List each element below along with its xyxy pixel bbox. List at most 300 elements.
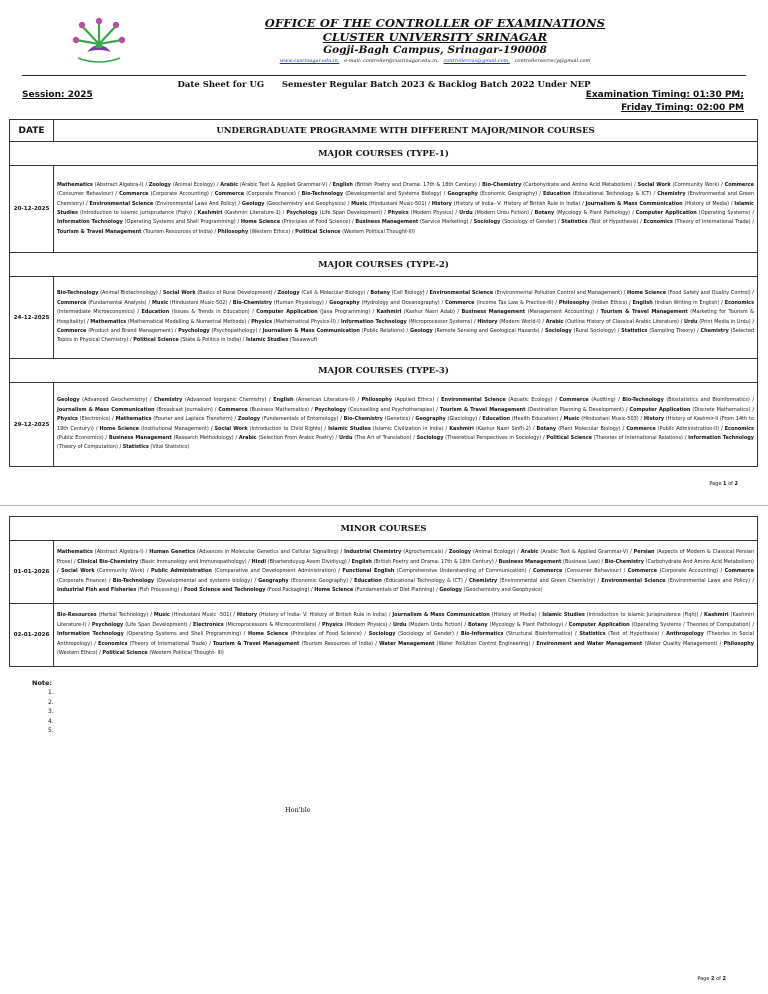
course-paper: (Abstract Algebra-I)	[92, 549, 144, 556]
course-subject: Food Science and Technology	[183, 587, 266, 594]
course-subject: Kashmiri	[449, 425, 474, 432]
course-subject: Arabic	[545, 318, 564, 325]
course-subject: Industrial Chemistry	[344, 549, 402, 556]
course-paper: (Business Law)	[561, 558, 600, 565]
email-label: e-mail:	[344, 58, 362, 64]
course-paper: (Modern World-I)	[497, 318, 541, 325]
course-paper: (Plant Molecular Biology)	[556, 425, 621, 432]
note-title: Note:	[32, 679, 53, 687]
course-subject: Philosophy	[361, 397, 393, 404]
course-subject: Information Technology	[57, 631, 124, 638]
note-item: 2.	[48, 698, 54, 706]
course-subject: Sociology	[473, 219, 501, 226]
course-paper: (Western Political Thought- III)	[147, 650, 224, 657]
course-paper: (Electronics)	[77, 416, 111, 423]
course-paper: (Theories in Social Anthropology)	[57, 631, 755, 647]
course-subject: Chemistry	[700, 327, 729, 334]
course-subject: Geography	[447, 191, 478, 198]
course-paper: (Counselling and Psychotherapies)	[346, 406, 435, 413]
course-subject: Kashmiri	[376, 309, 402, 316]
course-subject: Geography	[258, 577, 289, 584]
course-paper: (Cell & Molecular Biology)	[299, 290, 366, 297]
course-paper: (Advanced Inorganic Chemistry)	[182, 397, 267, 404]
course-paper: (Corporate Finance)	[244, 191, 296, 198]
course-paper: (Java Programming)	[317, 309, 371, 316]
course-paper: (Hindustani Music -501)	[169, 612, 232, 619]
course-subject: Physics	[322, 621, 343, 628]
course-subject: Bio-Chemistry	[232, 299, 272, 306]
course-subject: Bio-Chemistry	[343, 416, 383, 423]
course-subject: Education	[482, 416, 511, 423]
course-paper: (Psychopathology)	[209, 327, 258, 334]
course-paper: (Sociology of Gender)	[500, 219, 557, 226]
course-paper: (Applied Ethics)	[392, 397, 435, 404]
course-subject: Information Technology	[340, 318, 407, 325]
course-subject: Mathematics	[90, 318, 127, 325]
course-subject: Education	[141, 309, 170, 316]
course-list: Bio-Technology (Animal Biotechnology) / Social Work (Basics of Rural Development) / Zoology (Cell & Molecular Biology) / Botany (Cell Biology) / Environmental Science (Environmental Pollution Control and Management) / Home Science (Food Safety and Quality Control) / Commerce (Fundamental Analysis) / Music (Hindustani Music-502) / Bio-Chemistry (Human Physiology) / Geography (Hydrology and Oceanography) / Commerce (Income Tax Law & Practice-III) / Philosophy (Indian Ethics) / English (Indian Writing in English) / Economics (Intermediate Microeconomics) / Education (Issues & Trends in Education) / Computer Application (Java Programming) / Kashmiri (Kashur Nasri Adab) / Business Management (Management Accounting) / Tourism & Travel Management (Marketing for Tourism & Hospitality) / Mathematics (Mathematical Modelling & Numerical Methods) / Physics (Mathematical Physics-II) / Information Technology (Microprocessor Systems) / History (Modern World-I) / Arabic (Outline History of Classical Arabic Literature) / Urdu (Print Media in Urdu) / Commerce (Product and Brand Management) / Psychology (Psychopathology) / Journalism & Mass Communication (Public Relations) / Geology (Remote Sensing and Geological Hazards) / Sociology (Rural Sociology) / Statistics (Sampling Theory) / Chemistry (Selected Topics in Physical Chemistry) / Political Science (State & Politics in India) / Islamic Studies (Tasawwuf)	[54, 277, 758, 359]
course-subject: Environmental Science	[601, 577, 666, 584]
course-paper: (Educational Technology & ICT)	[570, 191, 652, 198]
course-subject: Music	[351, 200, 368, 207]
section-heading-row	[10, 517, 758, 541]
course-subject: Public Administration	[150, 568, 212, 575]
course-subject: Information Technology	[57, 219, 123, 226]
course-paper: (Sampling Theory)	[647, 327, 696, 334]
course-paper: (Environmental and Green Chemistry)	[57, 191, 754, 207]
section-heading-row	[10, 253, 758, 277]
course-subject: Economics	[724, 299, 755, 306]
course-paper: (Environmental and Green Chemistry)	[497, 577, 596, 584]
course-paper: (Broadcast Journalism)	[154, 406, 213, 413]
course-subject: Business Management	[498, 558, 562, 565]
table-header-row	[10, 120, 758, 142]
course-paper: (Hindustani Music-503)	[579, 416, 639, 423]
exam-date: 24-12-2025	[10, 277, 54, 359]
course-subject: Economics	[643, 219, 673, 226]
note-item: 1.	[48, 689, 54, 696]
course-subject: Botany	[468, 621, 488, 628]
course-subject: Home Science	[240, 219, 281, 226]
course-paper: (Mathematical Modelling & Numerical Methods)	[126, 318, 247, 325]
course-paper: (Service Marketing)	[418, 219, 469, 226]
course-subject: English	[632, 299, 653, 306]
course-subject: Philosophy	[558, 299, 590, 306]
course-paper: (History of Media)	[489, 612, 537, 619]
course-paper: (Islamic Civilization in India)	[370, 425, 444, 432]
course-paper: (Comparative and Development Administration)	[211, 568, 336, 575]
course-subject: Zoology	[277, 290, 300, 297]
course-subject: Environment and Water Management	[536, 640, 643, 647]
course-paper: (Comprehensive Understanding of Communication)	[394, 568, 527, 575]
course-subject: Sociology	[368, 631, 396, 638]
course-paper: (Food Safety and Quality Control)	[666, 290, 751, 297]
page-total: 2	[734, 481, 738, 487]
course-paper: (Animal Ecology)	[471, 549, 516, 556]
course-paper: (Hindustani Music-501)	[367, 200, 427, 207]
course-subject: Journalism & Mass Communication	[57, 406, 155, 413]
course-subject: Statistics	[122, 444, 149, 451]
course-paper: (Test of Hypothesis)	[587, 219, 639, 226]
course-paper: (British Poetry and Drama: 17th & 18th Century)	[352, 181, 477, 188]
course-paper: (Aquatic Ecology)	[505, 397, 553, 404]
course-subject: Arabic	[520, 549, 539, 556]
course-paper: (Economic Geography)	[477, 191, 538, 198]
course-paper: (Intermediate Microeconomics)	[57, 309, 135, 316]
course-subject: Persian	[633, 549, 655, 556]
page-of: of	[726, 481, 735, 487]
course-paper: (Public Economics)	[57, 434, 104, 441]
university-logo	[70, 14, 128, 64]
course-subject: Commerce	[559, 397, 589, 404]
course-subject: Computer Application	[256, 309, 318, 316]
course-paper: (Arabic Text & Applied Grammar-V)	[538, 549, 629, 556]
course-subject: Information Technology	[688, 434, 755, 441]
note-item: 3.	[48, 708, 54, 715]
session-label: Session: 2025	[22, 90, 93, 100]
course-subject: History	[431, 200, 452, 207]
course-paper: (Income Tax Law & Practice-III)	[474, 299, 554, 306]
exam-date: 20-12-2025	[10, 166, 54, 253]
course-subject: Kashmiri	[704, 612, 729, 619]
course-paper: (Kashur Nasri Adab)	[401, 309, 455, 316]
course-subject: Statistics	[579, 631, 606, 638]
section-heading-type3: MAJOR COURSES (TYPE-3)	[10, 359, 758, 383]
honble-text: Hon'ble	[285, 806, 311, 814]
course-subject: Geography	[415, 416, 446, 423]
course-subject: Zoology	[148, 181, 172, 188]
course-list: Bio-Resources (Herbal Technology) / Music (Hindustani Music -501) / History (History of India- V: History of British Rule in India) / Journalism & Mass Communication (History of Media) / Islamic Studies (Introduction to Islamic Jurisprudence (Fiqh)) / Kashmiri (Kashmiri Literature-I) / Psychology (Life Span Development) / Electronics (Microprocessors & Microcontrollers) / Physics (Modern Physics) / Urdu (Modern Urdu Fiction) / Botany (Mycology & Plant Pathology) / Computer Application (Operating Systems / Theories of Computation) / Information Technology (Operating Systems and Shell Programming) / Home Science (Principles of Food Science) / Sociology (Sociology of Gender) / Bio-Informatics (Structural Bioinformatics) / Statistics (Test of Hypothesis) / Anthropology (Theories in Social Anthropology) / Economics (Theory of International Trade) / Tourism & Travel Management (Tourism Resources of India) / Water Management (Water Pollution Control Engineering) / Environment and Water Management (Water Quality Management) / Philosophy (Western Ethics) / Political Science (Western Political Thought- III)	[54, 604, 758, 667]
course-paper: (Vital Statistics)	[148, 444, 190, 451]
course-paper: (State & Politics in India)	[178, 337, 242, 344]
course-list: Mathematics (Abstract Algebra-I) / Zoology (Animal Ecology) / Arabic (Arabic Text & Applied Grammar-V) / English (British Poetry and Drama: 17th & 18th Century) / Bio-Chemistry (Carbohydrate and Amino Acid Metabolism) / Social Work (Community Work) / Commerce (Consumer Behaviour) / Commerce (Corporate Accounting) / Commerce (Corporate Finance) / Bio-Technology (Developmental and Systems Biology) / Geography (Economic Geography) / Education (Educational Technology & ICT) / Chemistry (Environmental and Green Chemistry) / Environmental Science (Environmental Laws And Policy) / Geology (Geochemistry and Geophysics) / Music (Hindustani Music-501) / History (History of India- V: History of British Rule in India) / Journalism & Mass Communication (History of Media) / Islamic Studies (Introduction to Islamic Jurisprudence (Fiqh)) / Kashmiri (Kashmiri Literature-1) / Psychology (Life Span Development) / Physics (Modern Physics) / Urdu (Modern Urdu Fiction) / Botany (Mycology & Plant Pathology) / Computer Application (Operating Systems) / Information Technology (Operating Systems and Shell Programming) / Home Science (Principles of Food Science) / Business Management (Service Marketing) / Sociology (Sociology of Gender) / Statistics (Test of Hypothesis) / Economics (Theory of International Trade) / Tourism & Travel Management (Tourism Resources of India) / Philosophy (Western Ethics) / Political Science (Western Political Thought-III)	[54, 166, 758, 253]
course-subject: Geology	[410, 327, 433, 334]
course-paper: (Structural Bioinformatics)	[503, 631, 573, 638]
course-subject: Economics	[98, 640, 128, 647]
header-rule	[22, 75, 746, 76]
course-subject: Journalism & Mass Communication	[392, 612, 490, 619]
course-paper: (Agrochemicals)	[401, 549, 444, 556]
course-subject: Urdu	[338, 434, 353, 441]
course-paper: (Geochemistry and Geophysics)	[264, 200, 346, 207]
note-item: 4.	[48, 717, 54, 725]
course-paper: (Research Methodology)	[171, 434, 234, 441]
course-subject: Physics	[387, 210, 409, 216]
course-paper: (Aspects of Modern & Classical Persian Prose)	[57, 549, 754, 565]
course-subject: Education	[354, 577, 382, 584]
course-subject: Education	[542, 191, 571, 198]
course-paper: (Human Physiology)	[271, 299, 324, 306]
course-subject: Commerce	[119, 191, 149, 198]
course-paper: (Management Accounting)	[525, 309, 595, 316]
course-subject: Human Genetics	[149, 549, 196, 556]
course-paper: (Biostatistics and Bioinformatics)	[663, 397, 750, 404]
course-paper: (Life Span Development)	[317, 210, 383, 216]
email-controllercus[interactable]: controllercus@gmail.com,	[443, 58, 510, 64]
course-subject: Bio-Chemistry	[604, 558, 644, 565]
course-subject: Commerce	[724, 181, 754, 188]
course-paper: (Kashmiri Literature-I)	[57, 612, 754, 628]
course-subject: Water Management	[379, 640, 435, 647]
course-paper: (Selection From Arabic Poetry)	[256, 434, 334, 441]
course-subject: Bio-Technology	[301, 191, 344, 198]
course-subject: Commerce	[626, 425, 656, 432]
course-paper: (Cell Biology)	[389, 290, 425, 297]
course-paper: (History of Media)	[682, 200, 730, 207]
course-paper: (Corporate Finance)	[57, 577, 107, 584]
course-paper: (Modern Urdu Fiction)	[406, 621, 463, 628]
course-subject: Commerce	[57, 299, 87, 306]
note-list	[48, 688, 54, 736]
course-paper: (Abstract Algebra-I)	[92, 181, 144, 188]
course-paper: (Fundamental Analysis)	[86, 299, 147, 306]
course-paper: (Consumer Behaviour)	[57, 191, 114, 198]
course-subject: Electronics	[193, 621, 224, 628]
course-paper: (Fish Processing)	[136, 587, 180, 594]
course-paper: (Discrete Mathematics)	[690, 406, 751, 413]
course-paper: (Environmental Laws And Policy)	[153, 200, 237, 207]
table-row	[10, 383, 758, 467]
course-subject: Philosophy	[723, 640, 754, 647]
course-subject: Industrial Fish and Fisheries	[57, 587, 137, 594]
course-subject: Political Science	[546, 434, 592, 441]
course-subject: Political Science	[295, 228, 341, 235]
course-paper: (History of India- V: History of British Rule in India)	[451, 200, 581, 207]
course-subject: Psychology	[178, 327, 210, 334]
course-subject: Psychology	[314, 406, 347, 413]
course-paper: (The Art of Translation)	[352, 434, 412, 441]
page-number-2	[697, 976, 726, 982]
section-heading-row	[10, 359, 758, 383]
course-paper: (History of Kashmir-II (From 14th to 19th Century))	[57, 416, 754, 432]
course-subject: Botany	[534, 210, 555, 216]
course-subject: Music	[153, 612, 170, 619]
timing-line-2: Friday Timing: 02:00 PM	[621, 103, 744, 113]
course-subject: Bio-Informatics	[460, 631, 504, 638]
course-paper: (Principles of Food Science)	[280, 219, 351, 226]
course-paper: (Educational Technology & ICT)	[381, 577, 463, 584]
course-paper: (Environmental Pollution Control and Management)	[493, 290, 623, 297]
course-subject: Zoology	[237, 416, 261, 423]
course-paper: (Consumer Behaviour)	[562, 568, 622, 575]
course-subject: Home Science	[99, 425, 140, 432]
course-list: Mathematics (Abstract Algebra-I) / Human Genetics (Advances in Molecular Genetics and Cellular Signalling) / Industrial Chemistry (Agrochemicals) / Zoology (Animal Ecology) / Arabic (Arabic Text & Applied Grammar-V) / Persian (Aspects of Modern & Classical Persian Prose) / Clinical Bio-Chemistry (Basic Immunology and Immunopathology) / Hindi (Bhartenduyug Avem Dividiyug) / English (British Poetry and Drama: 17th & 18th Century) / Business Management (Business Law) / Bio-Chemistry (Carbohydrate And Amino Acid Metabolism) / Social Work (Community Work) / Public Administration (Comparative and Development Administration) / Functional English (Comprehensive Understanding of Communication) / Commerce (Consumer Behaviour) / Commerce (Corporate Accounting) / Commerce (Corporate Finance) / Bio-Technology (Developmental and systems biology) / Geography (Economic Geography) / Education (Educational Technology & ICT) / Chemistry (Environmental and Green Chemistry) / Environmental Science (Environmental Laws and Policy) / Industrial Fish and Fisheries (Fish Processing) / Food Science and Technology (Food Packaging) / Home Science (Fundamentals of Diet Planning) / Geology (Geochemistry and Geophysics)	[54, 541, 758, 604]
course-subject: Psychology	[91, 621, 124, 628]
course-subject: Urdu	[459, 210, 473, 216]
course-subject: Geology	[241, 200, 265, 207]
course-paper: (Water Quality Management)	[642, 640, 718, 647]
course-paper: (British Poetry and Drama: 17th & 18th Century)	[371, 558, 494, 565]
course-subject: Home Science	[626, 290, 667, 297]
course-paper: (Microprocessor Systems)	[406, 318, 473, 325]
course-paper: (Public Administration-II)	[655, 425, 719, 432]
page-num: 1	[723, 481, 727, 487]
course-subject: Mathematics	[57, 549, 93, 556]
course-subject: Bio-Chemistry	[482, 181, 522, 188]
page-number-1	[709, 481, 738, 487]
course-paper: (Microprocessors & Microcontrollers)	[223, 621, 317, 628]
course-subject: English	[332, 181, 353, 188]
course-paper: (Theory of Computation)	[57, 444, 118, 451]
course-subject: Physics	[251, 318, 273, 325]
course-paper: (Sociology of Gender)	[395, 631, 454, 638]
course-paper: (Mycology & Plant Pathology)	[554, 210, 631, 216]
course-paper: (Corporate Accounting)	[657, 568, 719, 575]
course-paper: (Modern Physics)	[342, 621, 388, 628]
email-secrecy[interactable]: controllersecrecy@gmail.com	[514, 58, 591, 64]
course-subject: Psychology	[286, 210, 318, 216]
course-paper: (Developmental and systems biology)	[154, 577, 253, 584]
course-paper: (Operating Systems and Shell Programming)	[122, 219, 236, 226]
course-paper: (Indian Ethics)	[589, 299, 628, 306]
exam-date: 01-01-2026	[10, 541, 54, 604]
course-subject: Tourism & Travel Management	[439, 406, 526, 413]
course-subject: Political Science	[133, 337, 179, 344]
course-paper: (Hindustani Music-502)	[168, 299, 228, 306]
course-paper: (Animal Ecology)	[171, 181, 215, 188]
section-heading-type2: MAJOR COURSES (TYPE-2)	[10, 253, 758, 277]
course-subject: Home Science	[314, 587, 354, 594]
campus-address: Gogji-Bagh Campus, Srinagar-190008	[323, 44, 547, 56]
section-heading-row	[10, 142, 758, 166]
course-paper: (Tourism Resources of India)	[141, 228, 213, 235]
course-subject: Tourism & Travel Management	[212, 640, 300, 647]
course-paper: (Community Work)	[670, 181, 720, 188]
page-num: 2	[711, 976, 715, 982]
course-subject: Social Work	[214, 425, 248, 432]
course-subject: Commerce	[214, 191, 245, 198]
course-paper: (Economic Geography)	[288, 577, 349, 584]
course-paper: (Community Work)	[94, 568, 145, 575]
course-subject: Urdu	[684, 318, 698, 325]
course-subject: History	[643, 416, 665, 423]
course-paper: (Modern Urdu Fiction)	[472, 210, 529, 216]
course-subject: History	[236, 612, 258, 619]
page-prefix: Page	[697, 976, 712, 982]
page-of: of	[714, 976, 723, 982]
course-paper: (Fundamentals of Diet Planning)	[353, 587, 435, 594]
course-subject: Commerce	[532, 568, 563, 575]
course-subject: English	[351, 558, 372, 565]
course-subject: Business Management	[355, 219, 419, 226]
email-controller[interactable]: controller@cusrinagar.edu.in,	[362, 58, 439, 64]
course-subject: Music	[152, 299, 169, 306]
course-paper: (Operating Systems / Theories of Computation)	[629, 621, 751, 628]
course-paper: (Product and Brand Management)	[86, 327, 173, 334]
course-subject: Statistics	[621, 327, 648, 334]
course-subject: Bio-Resources	[57, 612, 97, 619]
exam-date: 02-01-2026	[10, 604, 54, 667]
course-subject: Arabic	[220, 181, 239, 188]
course-paper: (Carbohydrate And Amino Acid Metabolism)	[643, 558, 754, 565]
course-subject: Islamic Studies	[542, 612, 585, 619]
course-paper: (Bhartenduyug Avem Dividiyug)	[266, 558, 347, 565]
course-paper: (Arabic Text & Applied Grammar-V)	[238, 181, 328, 188]
course-subject: Tourism & Travel Management	[600, 309, 688, 316]
course-paper: (Tasawwuf)	[288, 337, 318, 344]
exam-date: 29-12-2025	[10, 383, 54, 467]
course-subject: English	[273, 397, 294, 404]
course-subject: Commerce	[627, 568, 658, 575]
course-paper: (Rural Sociology)	[571, 327, 616, 334]
university-name: CLUSTER UNIVERSITY SRINAGAR	[322, 30, 548, 44]
website-link[interactable]: www.cusrinagar.edu.in,	[279, 58, 340, 64]
course-subject: Environmental Science	[429, 290, 494, 297]
major-courses-table	[9, 119, 758, 467]
course-subject: Philosophy	[217, 228, 249, 235]
course-subject: Economics	[724, 425, 754, 432]
course-paper: (Outline History of Classical Arabic Literature)	[563, 318, 679, 325]
course-subject: Islamic Studies	[57, 200, 754, 216]
course-paper: (Business Mathematics)	[247, 406, 310, 413]
course-paper: (Print Media in Urdu)	[697, 318, 751, 325]
course-paper: (American Literature-II)	[293, 397, 355, 404]
course-subject: Bio-Technology	[112, 577, 155, 584]
course-paper: (Issues & Trends in Education)	[169, 309, 250, 316]
course-subject: Mathematics	[57, 181, 93, 188]
course-paper: (Basics of Rural Development)	[195, 290, 273, 297]
course-paper: (Fourier and Laplace Transform)	[151, 416, 233, 423]
course-paper: (Selected Topics in Physical Chemistry)	[57, 327, 755, 344]
course-subject: Hindi	[251, 558, 267, 565]
table-row	[10, 541, 758, 604]
course-paper: (Mycology & Plant Pathology)	[487, 621, 564, 628]
course-paper: (Principles of Food Science)	[288, 631, 362, 638]
course-paper: (Carbohydrate and Amino Acid Metabolism)	[521, 181, 633, 188]
course-subject: Botany	[536, 425, 557, 432]
course-subject: Social Work	[61, 568, 95, 575]
note-item: 5.	[48, 727, 54, 734]
section-heading-minor: MINOR COURSES	[10, 517, 758, 541]
course-subject: Music	[563, 416, 580, 423]
course-paper: (Operating Systems)	[696, 210, 751, 216]
course-subject: Journalism & Mass Communication	[585, 200, 683, 207]
table-row	[10, 277, 758, 359]
course-paper: (Basic Immunology and Immunopathology)	[138, 558, 247, 565]
course-paper: (Remote Sensing and Geological Hazards)	[432, 327, 540, 334]
course-subject: History	[477, 318, 498, 325]
course-paper: (Institutional Management)	[139, 425, 209, 432]
course-paper: (Herbal Technology)	[96, 612, 149, 619]
course-subject: Clinical Bio-Chemistry	[77, 558, 139, 565]
course-paper: (History of India- V: History of British Rule in India)	[257, 612, 387, 619]
course-paper: (Destination Planning & Development)	[525, 406, 624, 413]
course-paper: (Western Ethics)	[57, 650, 98, 657]
course-subject: Environmental Science	[441, 397, 506, 404]
course-paper: (Mathematical Physics-II)	[272, 318, 336, 325]
course-subject: Computer Application	[635, 210, 697, 216]
course-subject: Islamic Studies	[245, 337, 289, 344]
course-subject: Commerce	[445, 299, 475, 306]
course-subject: Functional English	[342, 568, 395, 575]
course-paper: (Hydrology and Oceanography)	[359, 299, 440, 306]
course-subject: Commerce	[724, 568, 754, 575]
course-subject: Urdu	[392, 621, 407, 628]
course-subject: Islamic Studies	[328, 425, 371, 432]
course-subject: Journalism & Mass Communication	[262, 327, 360, 334]
course-paper: (Genetics)	[382, 416, 411, 423]
minor-courses-table	[9, 516, 758, 667]
course-subject: Computer Application	[568, 621, 630, 628]
course-paper: (Theory of International Trade)	[127, 640, 207, 647]
course-paper: (Western Ethics)	[248, 228, 291, 235]
course-subject: Social Work	[162, 290, 196, 297]
course-subject: Environmental Science	[89, 200, 154, 207]
course-subject: Geology	[57, 397, 80, 404]
course-paper: (Introduction to Islamic Jurisprudence (Fiqh))	[584, 612, 699, 619]
course-subject: Mathematics	[115, 416, 152, 423]
course-paper: (Life Span Development)	[123, 621, 188, 628]
